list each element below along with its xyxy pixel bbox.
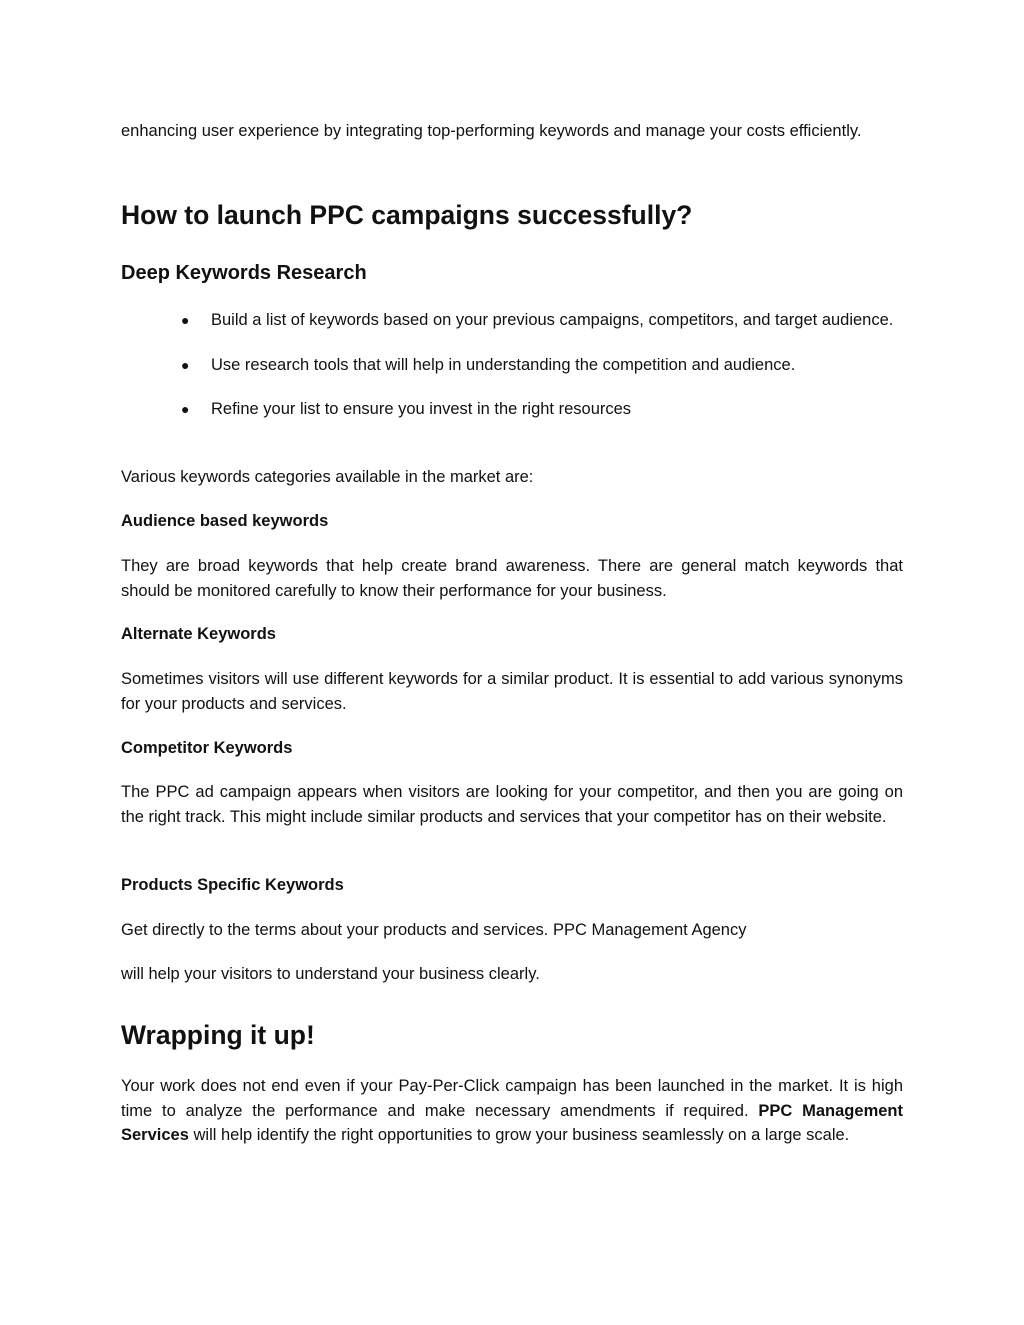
list-item: [121, 353, 903, 378]
heading-launch-ppc: How to launch PPC campaigns successfully?: [121, 200, 693, 230]
section-text-alternate: Sometimes visitors will use different keywords for a similar product. It is essential to add various synonyms for your products and services.: [121, 670, 903, 713]
section-text-audience: They are broad keywords that help create brand awareness. There are general match keywords that should be monitored carefully to know their performance for your business.: [121, 557, 903, 600]
section-title-audience: Audience based keywords: [121, 512, 329, 530]
bullet-text: Refine your list to ensure you invest in the right resources: [211, 400, 632, 418]
categories-intro: Various keywords categories available in the market are:: [121, 468, 534, 486]
wrap-text-after: will help identify the right opportunities to grow your business seamlessly on a large scale.: [188, 1126, 850, 1144]
section-title-competitor: Competitor Keywords: [121, 739, 293, 757]
heading-wrapping-up: Wrapping it up!: [121, 1020, 315, 1050]
list-item: [121, 397, 903, 422]
bullet-text: Build a list of keywords based on your previous campaigns, competitors, and target audience.: [211, 311, 894, 329]
list-item: [121, 308, 903, 333]
bullet-text: Use research tools that will help in understanding the competition and audience.: [211, 355, 796, 374]
products-followup: will help your visitors to understand your business clearly.: [121, 965, 540, 983]
section-title-alternate: Alternate Keywords: [121, 625, 276, 643]
section-title-products: Products Specific Keywords: [121, 876, 344, 894]
bullet-icon: ●: [181, 356, 190, 373]
bullet-icon: ●: [181, 401, 190, 417]
section-text-products: Get directly to the terms about your products and services. PPC Management Agency: [121, 921, 747, 939]
wrap-text-bold: PPC Management Services: [121, 1101, 903, 1144]
research-bullet-list: [121, 308, 903, 442]
wrap-paragraph: [121, 1074, 903, 1148]
section-text-competitor: The PPC ad campaign appears when visitors are looking for your competitor, and then you are going on the right track. This might include similar products and services that your competitor has on their website.: [121, 783, 903, 826]
bullet-icon: ●: [181, 312, 190, 328]
intro-paragraph: enhancing user experience by integrating top-performing keywords and manage your costs efficiently.: [121, 122, 862, 140]
wrap-text-before: Your work does not end even if your Pay-Per-Click campaign has been launched in the market. It is high time to analyze the performance and make necessary amendments if required.: [121, 1077, 903, 1120]
heading-keywords-research: Deep Keywords Research: [121, 262, 367, 284]
